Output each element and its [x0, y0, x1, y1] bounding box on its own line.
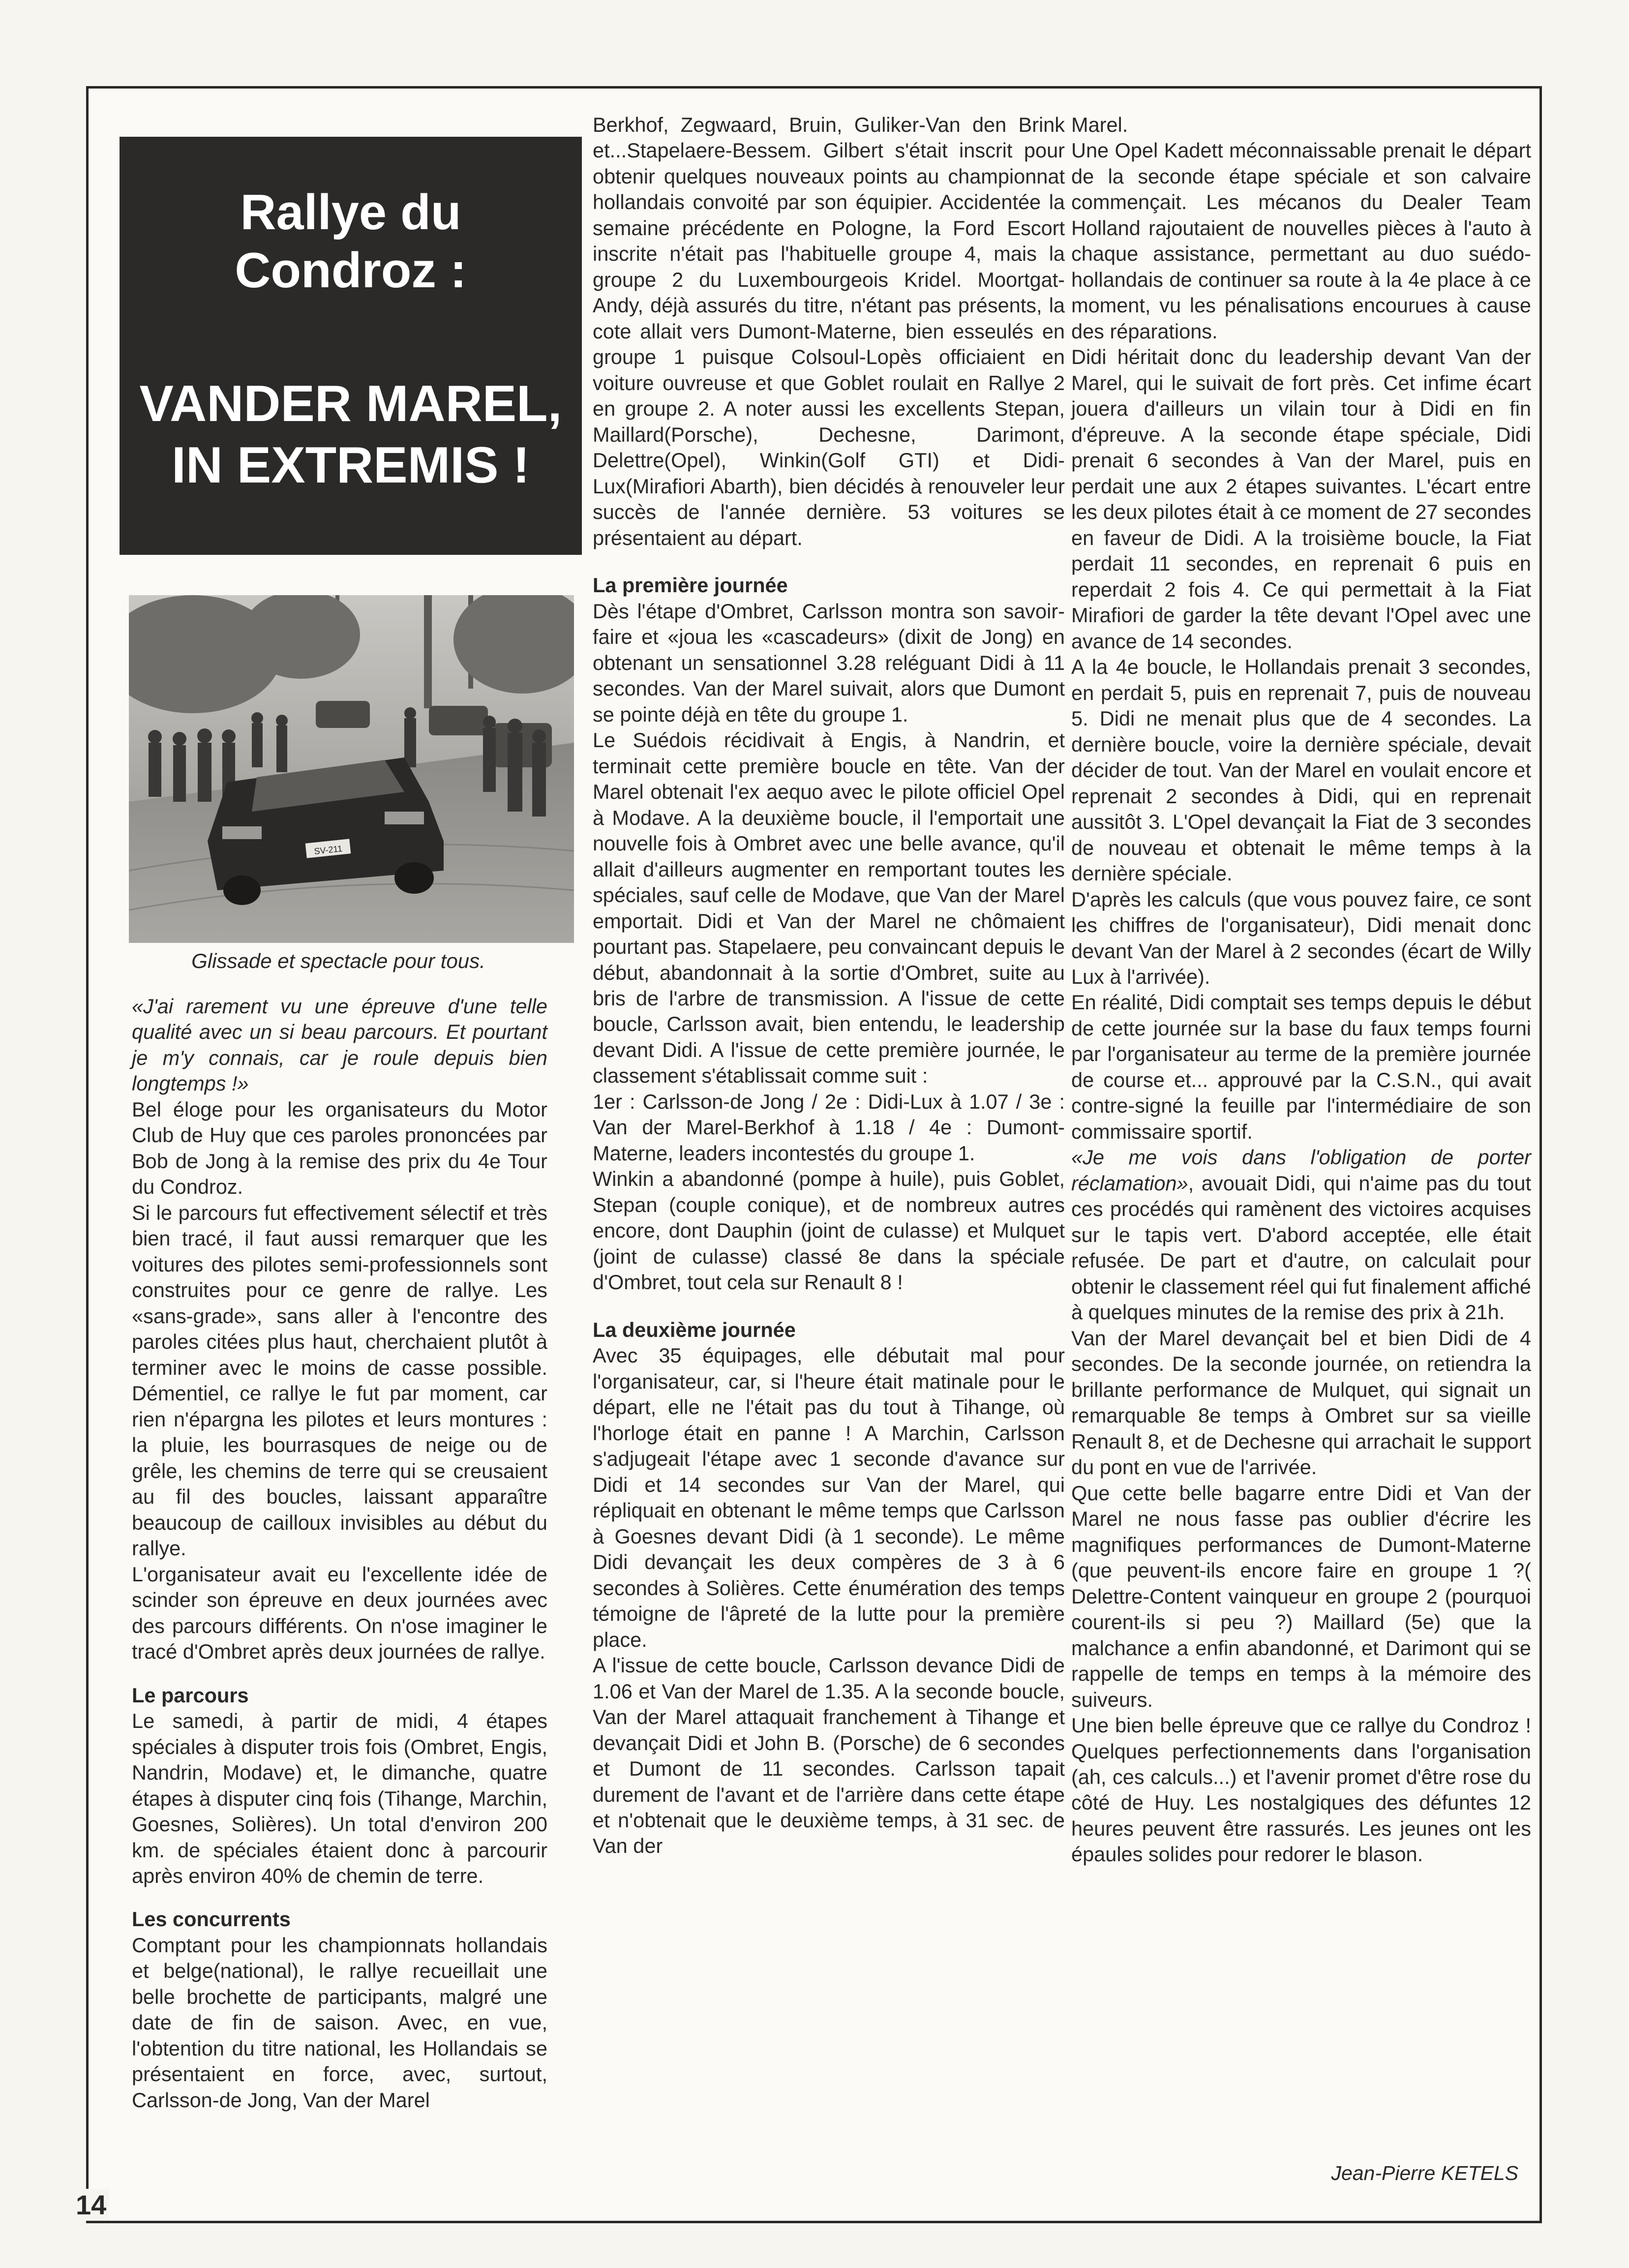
paragraph: [1071, 1145, 1531, 1325]
paragraph: Marel.: [1071, 113, 1128, 136]
paragraph: Bel éloge pour les organisateurs du Motor Club de Huy que ces paroles prononcées par Bob de Jong à la remise des prix du 4e Tour du Condroz.: [132, 1097, 547, 1199]
rally-title-line1: Rallye du: [240, 185, 461, 240]
paragraph: L'organisateur avait eu l'excellente idée de scinder son épreuve en deux journées avec des parcours différents. On n'ose imaginer le tracé d'Ombret après deux journées de rallye.: [132, 1562, 547, 1663]
subheading-premiere-journee: La première journée: [593, 574, 788, 597]
paragraph: Comptant pour les championnats hollandais et belge(national), le rallye recueillait une belle brochette de participants, malgré une date de fin de saison. Avec, en vue, l'obtention du titre national, les Hollandais se présentaient en force, avec, surtout, Carlsson-de Jong, Van der Marel: [132, 1933, 547, 2112]
paragraph: 1er : Carlsson-de Jong / 2e : Didi-Lux à 1.07 / 3e : Van der Marel-Berkhof à 1.18 / 4e : Dumont-Materne, leaders incontestés du groupe 1.: [593, 1089, 1065, 1165]
column-2: [593, 112, 1065, 1859]
column-3: [1071, 112, 1531, 1868]
rally-title: [120, 183, 582, 300]
column-1: [132, 994, 547, 2113]
paragraph: Le samedi, à partir de midi, 4 étapes spéciales à disputer trois fois (Ombret, Engis, Nandrin, Modave) et, le dimanche, quatre étapes à disputer cinq fois (Tihange, Marchin, Goesnes, Solières). Un total d'environ 200 km. de spéciales étaient donc à parcourir après environ 40% de chemin de terre.: [132, 1709, 547, 1887]
paragraph: A l'issue de cette boucle, Carlsson devance Didi de 1.06 et Van der Marel de 1.35. A la seconde boucle, Van der Marel attaquait franchement à Tihange et devançait Didi et John B. (Porsche) de 6 secondes et Dumont de 11 secondes. Carlsson tapait durement de l'avant et de l'arrière dans cette étape et n'obtenait que le deuxième temps, à 31 sec. de Van der: [593, 1654, 1065, 1858]
paragraph: Dès l'étape d'Ombret, Carlsson montra son savoir-faire et «joua les «cascadeurs» (dixit de Jong) en obtenant un sensationnel 3.28 reléguant Didi à 11 secondes. Van der Marel suivait, alors que Dumont se pointe déjà en tête du groupe 1.: [593, 599, 1065, 726]
paragraph: Van der Marel devançait bel et bien Didi de 4 secondes. De la seconde journée, on retiendra la brillante performance de Mulquet, qui signait un remarquable 8e temps à Ombret sur sa vieille Renault 8, et de Dechesne qui arrachait le support du pont en vue de l'arrivée.: [1071, 1326, 1531, 1479]
paragraph: Que cette belle bagarre entre Didi et Van der Marel ne nous fasse pas oublier d'écrire les magnifiques performances de Dumont-Materne (que peuvent-ils encore faire en groupe 1 ?( Delettre-Content vainqueur en groupe 2 (pourquoi courent-ils si peu ?) Maillard (5e) que la malchance a enfin abandonné, et Darimont qui se rappelle de temps en temps à la mémoire des suiveurs.: [1071, 1481, 1531, 1711]
subheading-concurrents: Les concurrents: [132, 1907, 291, 1931]
subheading-parcours: Le parcours: [132, 1683, 249, 1707]
paragraph: Une bien belle épreuve que ce rallye du Condroz ! Quelques perfectionnements dans l'organisation (ah, ces calculs...) et l'avenir promet d'être rose du côté de Huy. Les nostalgiques des défuntes 12 heures peuvent être rassurés. Les jeunes ont les épaules solides pour redorer le blason.: [1071, 1714, 1531, 1866]
rally-title-line2: Condroz :: [235, 243, 467, 299]
number-plate: SV-211: [313, 844, 343, 856]
rally-photo: [129, 595, 574, 943]
headline-line1: VANDER MAREL,: [139, 375, 562, 433]
paragraph: Avec 35 équipages, elle débutait mal pour l'organisateur, car, si l'heure était matinale pour le départ, elle ne l'était pas du tout à Tihange, où l'horloge était en panne ! A Marchin, Carlsson s'adjugeait l'étape avec 1 seconde d'avance sur Didi et 14 secondes sur Van der Marel, qui répliquait en obtenant le même temps que Carlsson à Goesnes devant Didi (à 1 seconde). Le même Didi devançait les deux compères de 3 à 6 secondes à Solières. Cette énumération des temps témoigne de l'âpreté de la lutte pour la première place.: [593, 1344, 1065, 1651]
quote-continuation: , avouait Didi, qui n'aime pas du tout ces procédés qui ramènent des victoires acquises sur le tapis vert. D'abord acceptée, elle était refusée. De part et d'autre, on calculait pour obtenir le classement réel qui fut finalement affiché à quelques minutes de la remise des prix à 21h.: [1071, 1171, 1531, 1324]
subheading-deuxieme-journee: La deuxième journée: [593, 1318, 796, 1341]
photo-caption: Glissade et spectacle pour tous.: [191, 949, 485, 972]
paragraph: En réalité, Didi comptait ses temps depuis le début de cette journée sur la base du faux temps fourni par l'organisateur au terme de la première journée de course et... approuvé par la C.S.N., qui avait contre-signé la feuille par l'intermédiaire de son commissaire sportif.: [1071, 991, 1531, 1143]
paragraph: Winkin a abandonné (pompe à huile), puis Goblet, Stepan (couple conique), et de nombreux autres encore, dont Dauphin (joint de culasse) et Mulquet (joint de culasse) classé 8e dans la spéciale d'Ombret, tout cela sur Renault 8 !: [593, 1167, 1065, 1294]
paragraph: Didi héritait donc du leadership devant Van der Marel, qui le suivait de fort près. Cet infime écart jouera d'ailleurs un vilain tour à Didi en fin d'épreuve. A la seconde étape spéciale, Didi prenait 6 secondes à Van der Marel, puis en perdait une aux 2 étapes suivantes. L'écart entre les deux pilotes était à ce moment de 27 secondes en faveur de Didi. A la troisième boucle, la Fiat perdait 11 secondes, en reprenait 6 puis en reperdait 2 fois 4. Ce qui permettait à la Fiat Mirafiori de garder la tête devant l'Opel avec une avance de 14 secondes.: [1071, 345, 1531, 653]
paragraph: Berkhof, Zegwaard, Bruin, Guliker-Van den Brink et...Stapelaere-Bessem. Gilbert s'était inscrit pour obtenir quelques nouveaux points au championnat hollandais convoité par son équipier. Accidentée la semaine précédente en Pologne, la Ford Escort inscrite n'était pas l'habituelle groupe 4, mais la groupe 2 du Luxembourgeois Kridel. Moortgat-Andy, déjà assurés du titre, n'étant pas présents, la cote allait vers Dumont-Materne, bien esseulés en groupe 1 puisque Colsoul-Lopès officiaient en voiture ouvreuse et que Goblet roulait en Rallye 2 en groupe 2. A noter aussi les excellents Stepan, Maillard(Porsche), Dechesne, Darimont, Delettre(Opel), Winkin(Golf GTI) et Didi-Lux(Mirafiori Abarth), bien décidés à renouveler leur succès de l'année dernière. 53 voitures se présentaient au départ.: [593, 113, 1065, 549]
title-box: [120, 137, 582, 555]
quote: «Je me vois dans l'obligation de porter réclamation»: [1071, 1146, 1531, 1195]
paragraph: Une Opel Kadett méconnaissable prenait le départ de la seconde étape spéciale et son calvaire commençait. Les mécanos du Dealer Team Holland rajoutaient de nouvelles pièces à l'auto à chaque assistance, permettant au duo suédo-hollandais de continuer sa route à la 4e place à ce moment, vu les pénalisations encourues à cause des réparations.: [1071, 139, 1531, 343]
headline: [120, 373, 582, 496]
author-byline: Jean-Pierre KETELS: [1331, 2162, 1518, 2184]
paragraph: A la 4e boucle, le Hollandais prenait 3 secondes, en perdait 5, puis en reprenait 7, puis de nouveau 5. Didi ne menait plus que de 4 secondes. La dernière boucle, voire la dernière spéciale, devait décider de tout. Van der Marel en voulait encore et reprenait 2 secondes à Didi, qui en reprenait aussitôt 3. L'Opel devançait la Fiat de 3 secondes de nouveau et obtenait le même temps à la dernière spéciale.: [1071, 655, 1531, 885]
paragraph: D'après les calculs (que vous pouvez faire, ce sont les chiffres de l'organisateur), Didi menait donc devant Van der Marel à 2 secondes (écart de Willy Lux à l'arrivée).: [1071, 887, 1531, 988]
headline-line2: IN EXTREMIS !: [171, 437, 530, 494]
lede-quote: «J'ai rarement vu une épreuve d'une telle qualité avec un si beau parcours. Et pourtant je m'y connais, car je roule depuis bien longtemps !»: [132, 995, 547, 1095]
paragraph: Si le parcours fut effectivement sélectif et très bien tracé, il faut aussi remarquer que les voitures des pilotes semi-professionnels sont construites pour ce genre de rallye. Les «sans-grade», sans aller à l'encontre des paroles citées plus haut, cherchaient plutôt à terminer avec le moins de casse possible. Démentiel, ce rallye le fut par moment, car rien n'épargna les pilotes et leurs montures : la pluie, les bourrasques de neige ou de grêle, les chemins de terre qui se creusaient au fil des boucles, laissant apparaître beaucoup de cailloux invisibles au début du rallye.: [132, 1201, 547, 1560]
paragraph: Le Suédois récidivait à Engis, à Nandrin, et terminait cette première boucle en tête. Van der Marel obtenait l'ex aequo avec le pilote officiel Opel à Modave. A la deuxième boucle, il l'emportait une nouvelle fois à Ombret avec une belle avance, qu'il allait d'ailleurs augmenter en remportant toutes les spéciales, sauf celle de Modave, que Van der Marel emportait. Didi et Van der Marel ne chômaient pourtant pas. Stapelaere, peu convaincant depuis le début, abandonnait à la sortie d'Ombret, suite au bris de l'arbre de transmission. A l'issue de cette boucle, Carlsson avait, bien entendu, le leadership devant Didi. A l'issue de cette première journée, le classement s'établissait comme suit :: [593, 728, 1065, 1088]
page-number: 14: [73, 2189, 109, 2221]
